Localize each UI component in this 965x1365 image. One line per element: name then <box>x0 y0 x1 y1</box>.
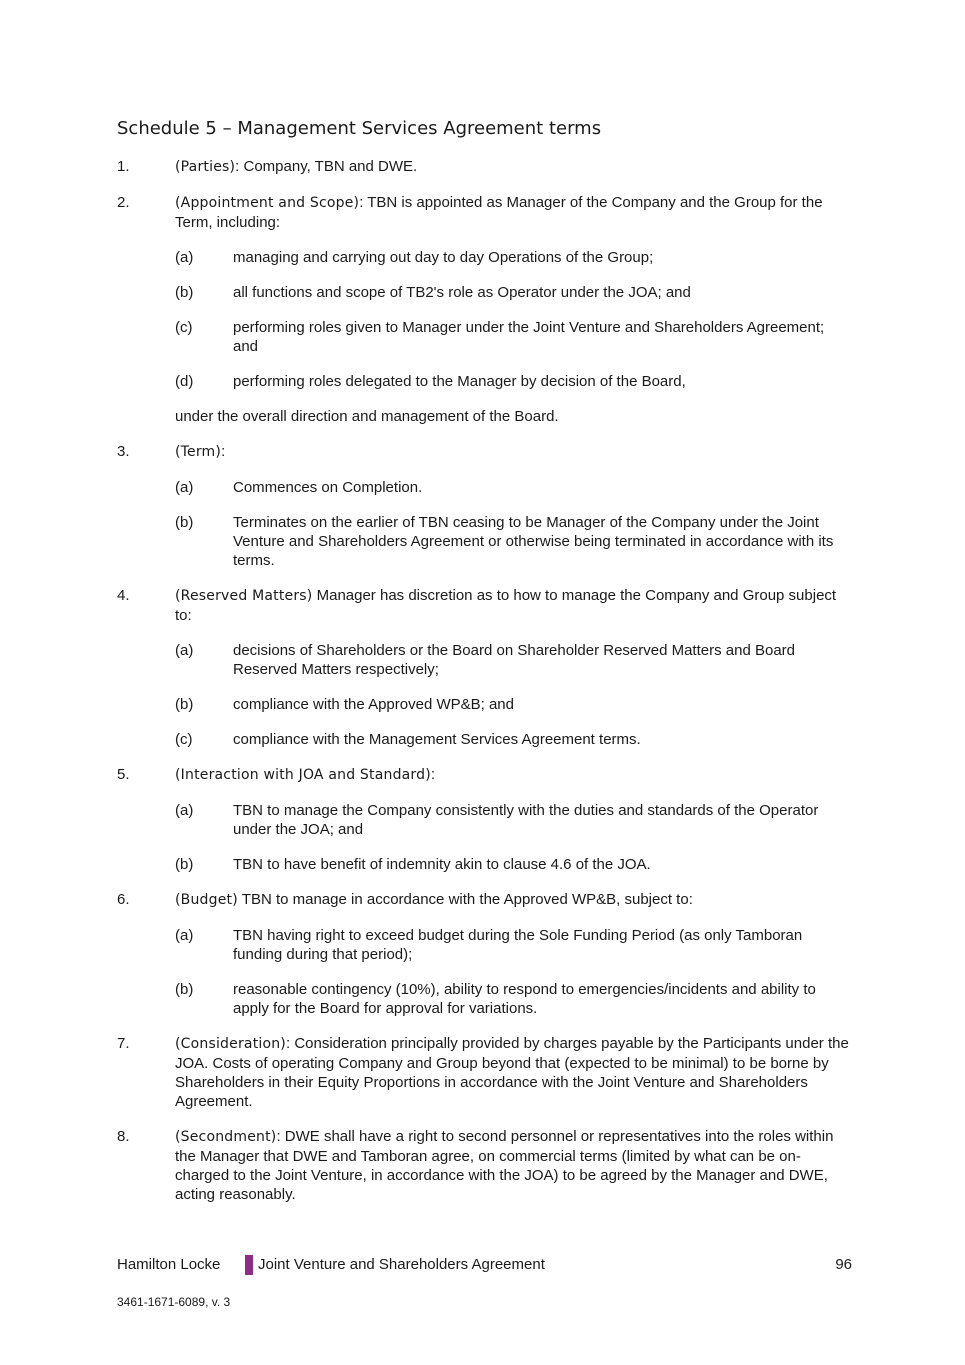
firm-name: Hamilton Locke <box>117 1256 221 1273</box>
clause-heading: (Budget) <box>175 892 238 908</box>
subclause-label: (a) <box>175 249 194 266</box>
subclause-text: Terminates on the earlier of TBN ceasing to be Manager of the Company under the Joint Venture and Shareholders Agreement or otherwise being terminated in accordance with its terms. <box>233 514 834 569</box>
clause-heading: (Consideration) <box>175 1036 286 1052</box>
page-footer <box>117 1255 852 1275</box>
subclause <box>175 513 852 570</box>
subclause-label: (c) <box>175 319 193 336</box>
clause-text: : <box>430 766 436 783</box>
clause-text: : TBN is appointed as Manager of the Company and the Group for the Term, including: <box>175 194 823 231</box>
clause-heading: (Appointment and Scope) <box>175 195 360 211</box>
subclause-label: (b) <box>175 856 194 873</box>
subclause-list <box>175 248 852 391</box>
subclause-text: reasonable contingency (10%), ability to respond to emergencies/incidents and ability to apply for the Board for approval for variations. <box>233 981 816 1017</box>
clause-heading: (Interaction with JOA and Standard) <box>175 767 431 783</box>
clause-heading: (Term) <box>175 444 222 460</box>
clause-text: : Consideration principally provided by charges payable by the Participants under the JOA. Costs of operating Company and Group beyond that (expected to be minimal) to be borne by Shareholders in their Equity Proportions in accordance with the Joint Venture and Shareholders Agreement. <box>175 1035 849 1110</box>
clause-text: : DWE shall have a right to second personnel or representatives into the roles within the Manager that DWE and Tamboran agree, on commercial terms (limited by what can be on-charged to the Joint Venture, in accordance with the JOA) to be agreed by the Manager and DWE, acting reasonably. <box>175 1128 834 1203</box>
subclause <box>175 695 852 714</box>
clause-1 <box>117 157 852 177</box>
clause-heading: (Parties) <box>175 159 236 175</box>
document-reference: 3461-1671-6089, v. 3 <box>117 1295 231 1309</box>
subclause-label: (b) <box>175 696 194 713</box>
subclause-text: performing roles delegated to the Manager by decision of the Board, <box>233 373 686 390</box>
subclause <box>175 730 852 749</box>
subclause <box>175 318 852 356</box>
clause-number: 7. <box>117 1035 130 1052</box>
document-title: Joint Venture and Shareholders Agreement <box>258 1256 545 1273</box>
subclause <box>175 855 852 874</box>
page-title: Schedule 5 – Management Services Agreement terms <box>117 118 602 139</box>
page-number: 96 <box>835 1256 852 1273</box>
subclause <box>175 283 852 302</box>
clause-number: 5. <box>117 766 130 783</box>
subclause-label: (b) <box>175 284 194 301</box>
subclause-text: TBN to have benefit of indemnity akin to clause 4.6 of the JOA. <box>233 856 651 873</box>
subclause-text: managing and carrying out day to day Operations of the Group; <box>233 249 654 266</box>
subclause <box>175 641 852 679</box>
subclause-label: (b) <box>175 981 194 998</box>
clause-number: 8. <box>117 1128 130 1145</box>
clause-text: Manager has discretion as to how to manage the Company and Group subject to: <box>175 587 837 624</box>
subclause-label: (a) <box>175 642 194 659</box>
clause-heading: (Secondment) <box>175 1129 277 1145</box>
clause-text: TBN to manage in accordance with the Approved WP&B, subject to: <box>237 891 693 908</box>
subclause-text: all functions and scope of TB2's role as Operator under the JOA; and <box>233 284 691 301</box>
clause-5 <box>117 765 852 874</box>
subclause-text: TBN to manage the Company consistently with the duties and standards of the Operator under the JOA; and <box>233 802 819 838</box>
subclause-label: (d) <box>175 373 194 390</box>
subclause-list <box>175 641 852 749</box>
clause-trailer: under the overall direction and management of the Board. <box>175 408 559 425</box>
subclause-label: (c) <box>175 731 193 748</box>
subclause <box>175 478 852 497</box>
clause-7 <box>117 1034 852 1111</box>
subclause-list <box>175 926 852 1018</box>
clause-heading: (Reserved Matters) <box>175 588 313 604</box>
clause-8 <box>117 1127 852 1204</box>
subclause-label: (a) <box>175 479 194 496</box>
clause-number: 4. <box>117 587 130 604</box>
subclause <box>175 248 852 267</box>
clauses-list <box>117 157 852 1220</box>
clause-number: 1. <box>117 158 130 175</box>
subclause <box>175 372 852 391</box>
accent-bar <box>245 1255 253 1275</box>
clause-3 <box>117 442 852 570</box>
clause-text: : <box>221 443 226 460</box>
subclause-list <box>175 478 852 570</box>
subclause-list <box>175 801 852 874</box>
subclause <box>175 801 852 839</box>
subclause-label: (a) <box>175 927 194 944</box>
subclause-text: Commences on Completion. <box>233 479 423 496</box>
subclause-text: performing roles given to Manager under the Joint Venture and Shareholders Agreement; and <box>233 319 825 355</box>
subclause <box>175 926 852 964</box>
clause-number: 3. <box>117 443 130 460</box>
subclause <box>175 980 852 1018</box>
subclause-label: (b) <box>175 514 194 531</box>
clause-2 <box>117 193 852 426</box>
clause-4 <box>117 586 852 749</box>
clause-text: : Company, TBN and DWE. <box>235 158 418 175</box>
clause-number: 2. <box>117 194 130 211</box>
clause-6 <box>117 890 852 1018</box>
subclause-text: compliance with the Management Services Agreement terms. <box>233 731 641 748</box>
clause-number: 6. <box>117 891 130 908</box>
subclause-label: (a) <box>175 802 194 819</box>
subclause-text: decisions of Shareholders or the Board on Shareholder Reserved Matters and Board Reserved Matters respectively; <box>233 642 795 678</box>
subclause-text: TBN having right to exceed budget during the Sole Funding Period (as only Tamboran funding during that period); <box>233 927 803 963</box>
subclause-text: compliance with the Approved WP&B; and <box>233 696 514 713</box>
